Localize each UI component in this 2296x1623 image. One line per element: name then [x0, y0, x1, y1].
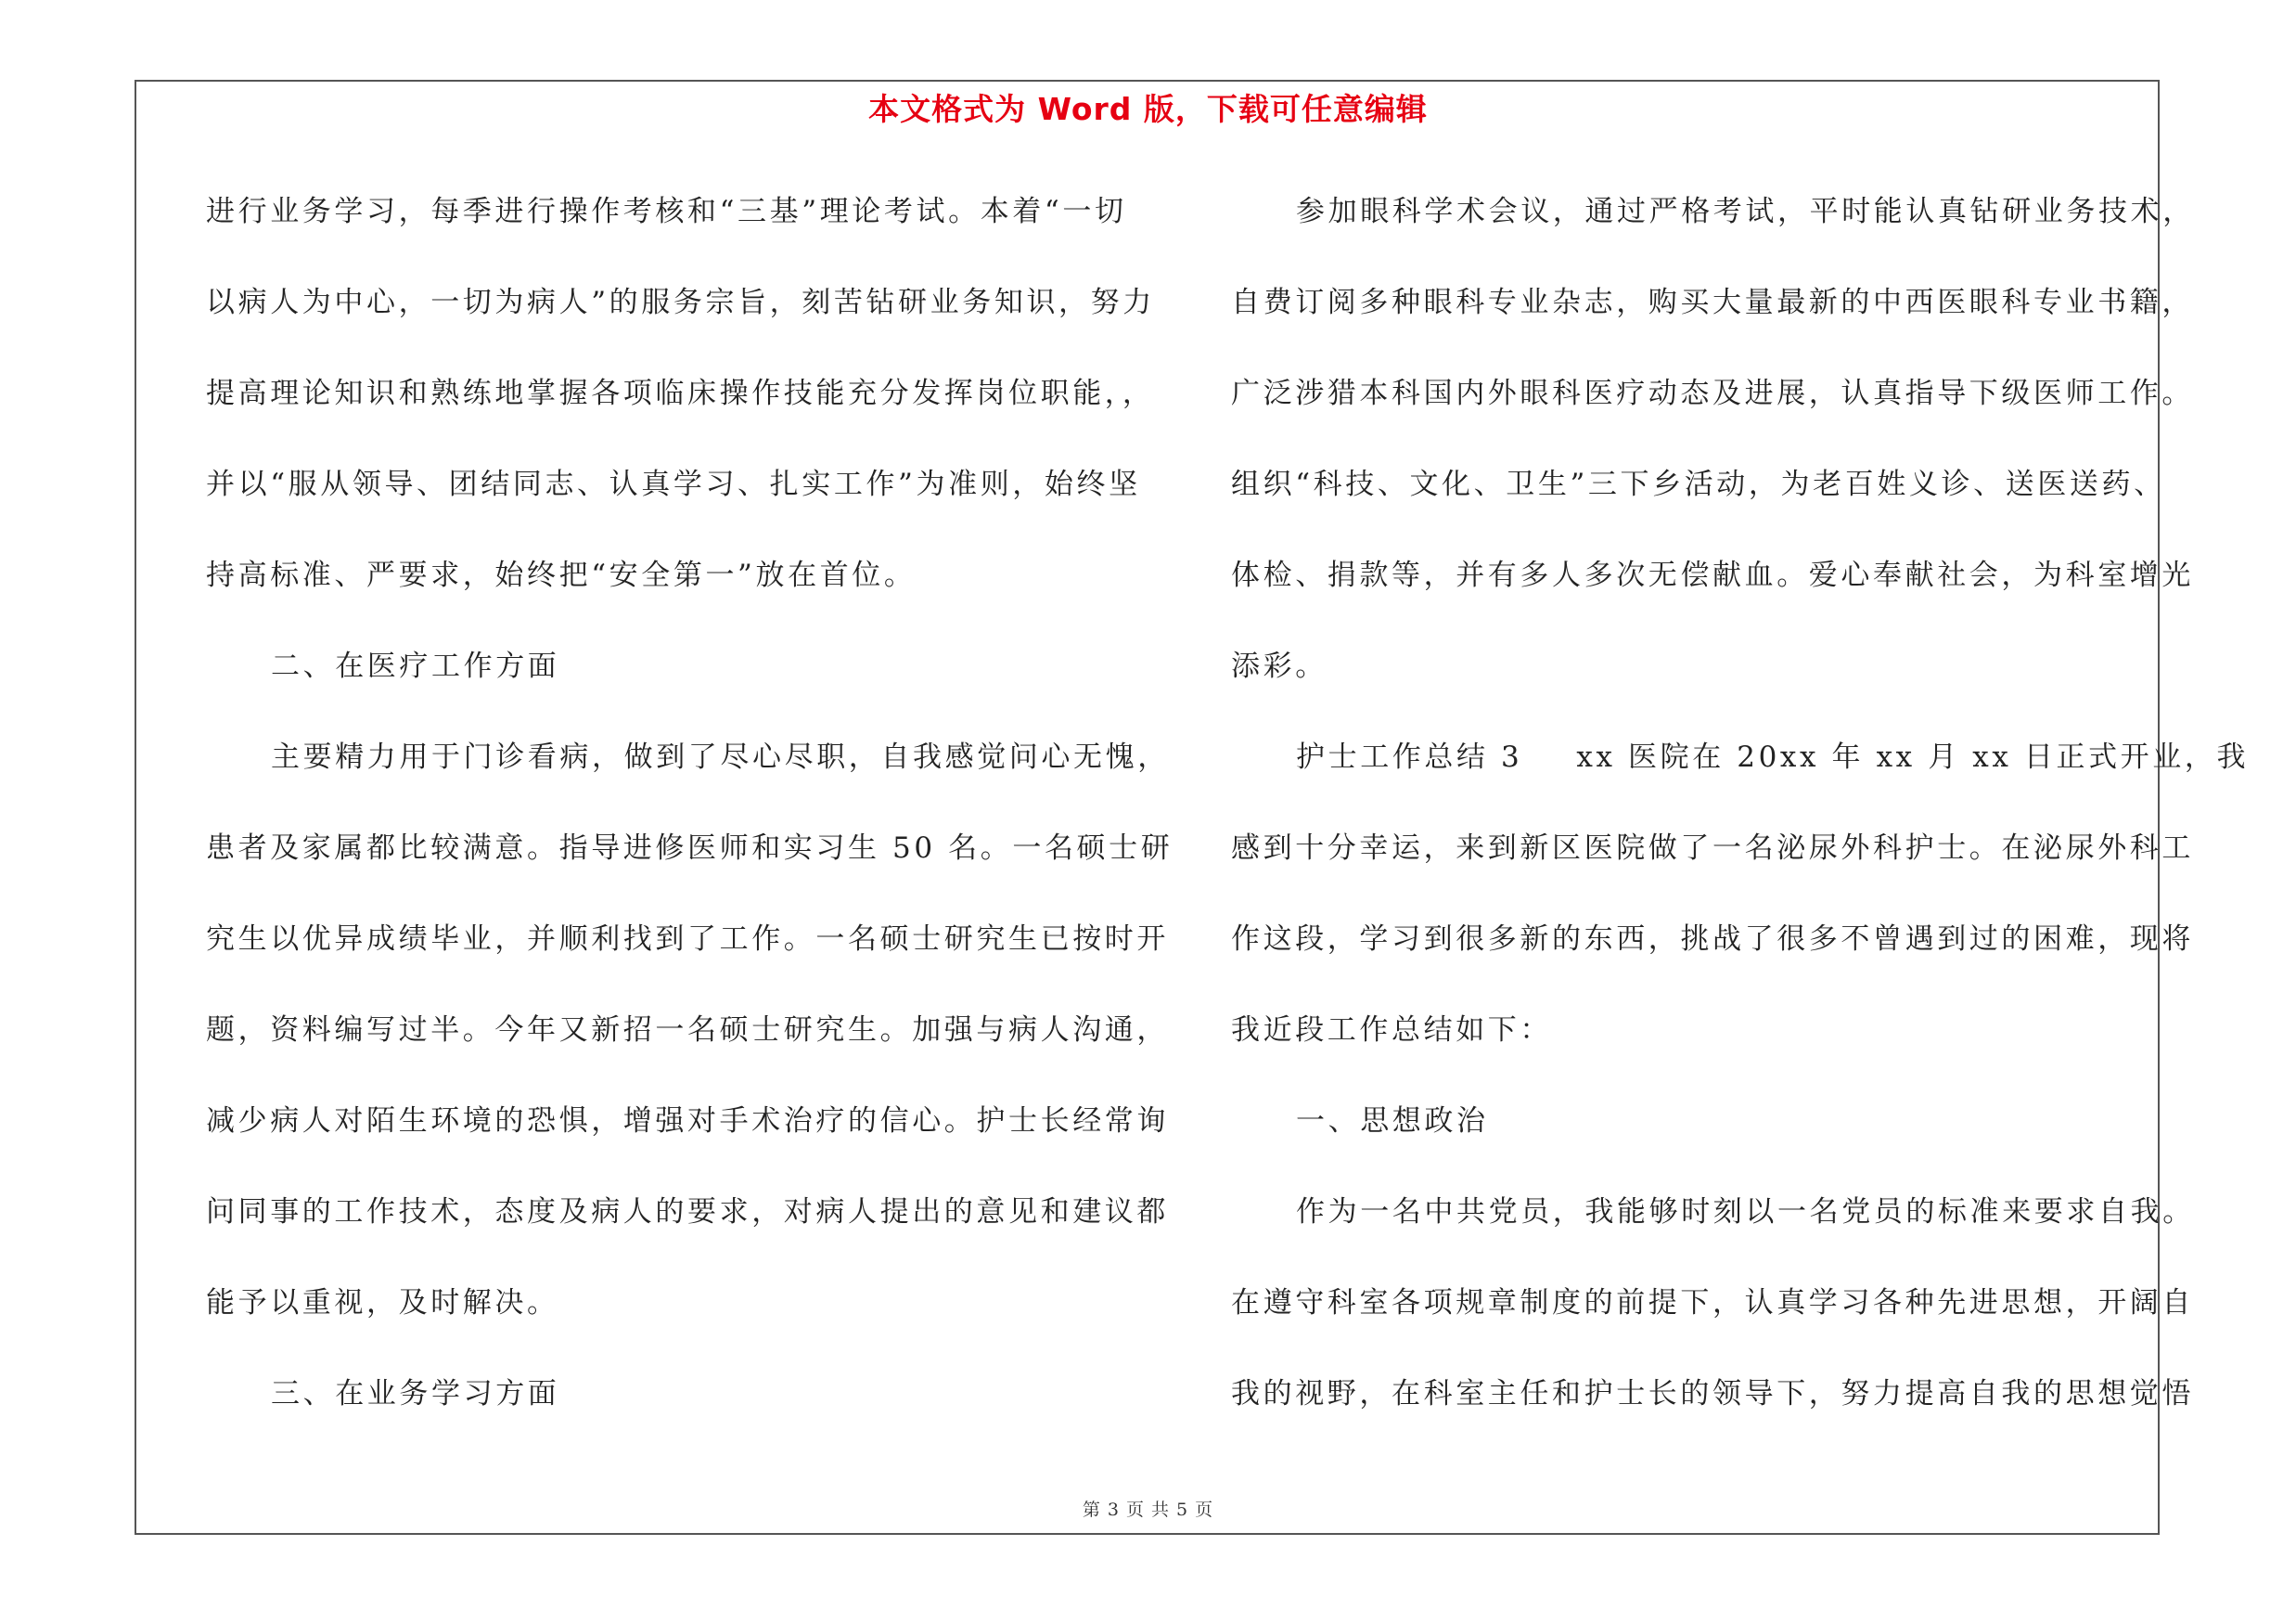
text-line: 参加眼科学术会议，通过严格考试，平时能认真钻研业务技术，	[1296, 195, 2195, 228]
text-line: xx 医院在 20xx 年 xx 月 xx 日正式开业，我	[1576, 741, 2250, 774]
text-line: 持高标准、严要求，始终把“安全第一”放在首位。	[206, 559, 917, 592]
nurse-summary-line	[1231, 728, 2250, 818]
text-line: 究生以优异成绩毕业，并顺利找到了工作。一名硕士研究生已按时开	[206, 922, 1169, 956]
text-line: 广泛涉猎本科国内外眼科医疗动态及进展，认真指导下级医师工作。	[1231, 377, 2194, 410]
text-line: 题，资料编写过半。今年又新招一名硕士研究生。加强与病人沟通，	[206, 1013, 1169, 1047]
text-line: 问同事的工作技术，态度及病人的要求，对病人提出的意见和建议都	[206, 1195, 1169, 1229]
text-line: 体检、捐款等，并有多人多次无偿献血。爱心奉献社会，为科室增光	[1231, 559, 2194, 592]
text-line: 作这段，学习到很多新的东西，挑战了很多不曾遇到过的困难，现将	[1231, 922, 2194, 956]
right-column	[1231, 182, 2250, 1455]
text-line: 我的视野，在科室主任和护士长的领导下，努力提高自我的思想觉悟	[1231, 1377, 2194, 1410]
left-column	[206, 182, 1174, 1455]
section-heading-medical-work: 二、在医疗工作方面	[271, 650, 560, 683]
text-line: 并以“服从领导、团结同志、认真学习、扎实工作”为准则，始终坚	[206, 468, 1141, 501]
text-line: 减少病人对陌生环境的恐惧，增强对手术治疗的信心。护士长经常询	[206, 1104, 1169, 1138]
text-line: 组织“科技、文化、卫生”三下乡活动，为老百姓义诊、送医送药、	[1231, 468, 2166, 501]
section-heading-politics: 一、思想政治	[1296, 1104, 1489, 1138]
text-line: 能予以重视，及时解决。	[206, 1286, 559, 1320]
text-line: 提高理论知识和熟练地掌握各项临床操作技能充分发挥岗位职能，，	[206, 377, 1155, 410]
text-line: 患者及家属都比较满意。指导进修医师和实习生 50 名。一名硕士研	[206, 831, 1174, 865]
text-line: 感到十分幸运，来到新区医院做了一名泌尿外科护士。在泌尿外科工	[1231, 831, 2194, 865]
text-line: 自费订阅多种眼科专业杂志，购买大量最新的中西医眼科专业书籍，	[1231, 286, 2194, 319]
nurse-summary-title: 护士工作总结 3	[1296, 741, 1523, 774]
text-line: 进行业务学习，每季进行操作考核和“三基”理论考试。本着“一切	[206, 195, 1127, 228]
word-format-banner: 本文格式为 Word 版，下载可任意编辑	[868, 91, 1428, 127]
text-line: 我近段工作总结如下：	[1231, 1013, 1552, 1047]
page-number-footer: 第 3 页 共 5 页	[1082, 1500, 1214, 1520]
section-heading-study: 三、在业务学习方面	[271, 1377, 560, 1410]
text-line: 以病人为中心，一切为病人”的服务宗旨，刻苦钻研业务知识，努力	[206, 286, 1155, 319]
text-line: 添彩。	[1231, 650, 1328, 683]
text-line: 在遵守科室各项规章制度的前提下，认真学习各种先进思想，开阔自	[1231, 1286, 2194, 1320]
text-line: 作为一名中共党员，我能够时刻以一名党员的标准来要求自我。	[1296, 1195, 2195, 1229]
text-line: 主要精力用于门诊看病，做到了尽心尽职，自我感觉问心无愧，	[271, 741, 1170, 774]
